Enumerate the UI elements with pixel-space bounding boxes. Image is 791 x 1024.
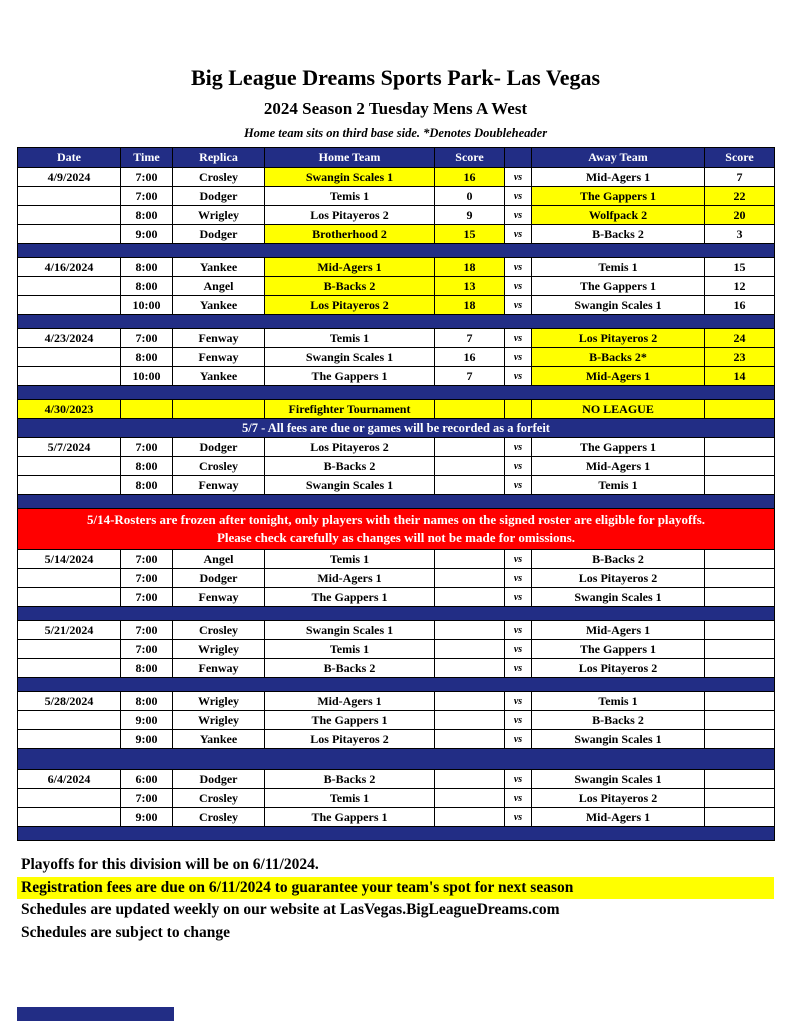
- notice-line: 5/7 - All fees are due or games will be recorded as a forfeit: [242, 420, 550, 435]
- column-header: Away Team: [532, 148, 705, 168]
- home-score-cell: [435, 438, 505, 457]
- time-cell: 6:00: [121, 770, 173, 789]
- website-note: Schedules are updated weekly on our website at LasVegas.BigLeagueDreams.com: [21, 901, 560, 919]
- vs-cell: vs: [505, 367, 532, 386]
- away-team-cell: B-Backs 2*: [532, 348, 705, 367]
- replica-cell: Angel: [173, 550, 265, 569]
- away-score-cell: [705, 400, 775, 419]
- date-cell: [18, 476, 121, 495]
- subject-to-change-note: Schedules are subject to change: [21, 923, 230, 941]
- vs-cell: vs: [505, 588, 532, 607]
- game-row: [18, 692, 775, 711]
- vs-cell: vs: [505, 348, 532, 367]
- home-team-cell: Swangin Scales 1: [265, 621, 435, 640]
- away-score-cell: 15: [705, 258, 775, 277]
- home-score-cell: [435, 640, 505, 659]
- home-score-cell: [435, 808, 505, 827]
- home-team-cell: Temis 1: [265, 550, 435, 569]
- table-header: [18, 148, 775, 168]
- home-team-cell: Temis 1: [265, 187, 435, 206]
- time-cell: 7:00: [121, 588, 173, 607]
- home-score-cell: [435, 692, 505, 711]
- home-team-cell: The Gappers 1: [265, 711, 435, 730]
- date-cell: 6/4/2024: [18, 770, 121, 789]
- page-title: Big League Dreams Sports Park- Las Vegas: [190, 65, 601, 90]
- away-team-cell: The Gappers 1: [532, 277, 705, 296]
- game-row: [18, 588, 775, 607]
- replica-cell: Wrigley: [173, 640, 265, 659]
- replica-cell: Fenway: [173, 348, 265, 367]
- game-row: [18, 168, 775, 187]
- away-score-cell: [705, 659, 775, 678]
- replica-cell: Crosley: [173, 457, 265, 476]
- separator-bar: [18, 749, 775, 770]
- date-cell: [18, 789, 121, 808]
- home-team-cell: Los Pitayeros 2: [265, 730, 435, 749]
- home-score-cell: [435, 730, 505, 749]
- away-score-cell: [705, 550, 775, 569]
- separator-bar: [18, 244, 775, 258]
- away-score-cell: [705, 640, 775, 659]
- page-subtitle: 2024 Season 2 Tuesday Mens A West: [263, 99, 528, 119]
- vs-cell: vs: [505, 457, 532, 476]
- date-cell: [18, 588, 121, 607]
- vs-cell: vs: [505, 808, 532, 827]
- header-row: [18, 148, 775, 168]
- bottom-navy-bar: [17, 1007, 174, 1021]
- replica-cell: Angel: [173, 277, 265, 296]
- time-cell: 7:00: [121, 569, 173, 588]
- column-header: Score: [435, 148, 505, 168]
- away-team-cell: Swangin Scales 1: [532, 588, 705, 607]
- home-team-cell: Los Pitayeros 2: [265, 296, 435, 315]
- vs-cell: vs: [505, 168, 532, 187]
- replica-cell: Fenway: [173, 329, 265, 348]
- game-row: [18, 329, 775, 348]
- home-score-cell: 15: [435, 225, 505, 244]
- away-score-cell: 7: [705, 168, 775, 187]
- time-cell: 7:00: [121, 789, 173, 808]
- home-score-cell: 18: [435, 296, 505, 315]
- home-score-cell: 16: [435, 348, 505, 367]
- time-cell: 9:00: [121, 808, 173, 827]
- replica-cell: Crosley: [173, 168, 265, 187]
- column-header: Home Team: [265, 148, 435, 168]
- vs-cell: vs: [505, 187, 532, 206]
- vs-cell: vs: [505, 277, 532, 296]
- home-team-cell: Mid-Agers 1: [265, 692, 435, 711]
- away-team-cell: The Gappers 1: [532, 187, 705, 206]
- away-team-cell: Temis 1: [532, 692, 705, 711]
- time-cell: 8:00: [121, 258, 173, 277]
- home-team-cell: Swangin Scales 1: [265, 476, 435, 495]
- notice-line: 5/14-Rosters are frozen after tonight, only players with their names on the signed roster are eligible for playoffs.: [86, 512, 706, 528]
- away-team-cell: Temis 1: [532, 258, 705, 277]
- separator-bar: [18, 678, 775, 692]
- game-row: [18, 187, 775, 206]
- date-cell: [18, 206, 121, 225]
- time-cell: 7:00: [121, 621, 173, 640]
- away-score-cell: [705, 770, 775, 789]
- event-status-cell: NO LEAGUE: [532, 400, 705, 419]
- away-team-cell: Mid-Agers 1: [532, 621, 705, 640]
- away-team-cell: Mid-Agers 1: [532, 808, 705, 827]
- date-cell: 4/16/2024: [18, 258, 121, 277]
- time-cell: 7:00: [121, 329, 173, 348]
- notice-row: [18, 509, 775, 550]
- page-note: Home team sits on third base side. *Denotes Doubleheader: [243, 126, 548, 141]
- away-score-cell: [705, 621, 775, 640]
- game-row: [18, 550, 775, 569]
- date-cell: [18, 457, 121, 476]
- replica-cell: Fenway: [173, 588, 265, 607]
- date-cell: [18, 225, 121, 244]
- home-score-cell: 13: [435, 277, 505, 296]
- away-score-cell: 3: [705, 225, 775, 244]
- footer-notes: [17, 854, 774, 944]
- time-cell: 8:00: [121, 457, 173, 476]
- date-cell: [18, 640, 121, 659]
- vs-cell: vs: [505, 569, 532, 588]
- time-cell: 9:00: [121, 730, 173, 749]
- time-cell: 7:00: [121, 168, 173, 187]
- home-team-cell: Los Pitayeros 2: [265, 206, 435, 225]
- home-team-cell: B-Backs 2: [265, 457, 435, 476]
- separator-row: [18, 678, 775, 692]
- away-score-cell: [705, 476, 775, 495]
- home-team-cell: Brotherhood 2: [265, 225, 435, 244]
- replica-cell: Fenway: [173, 476, 265, 495]
- home-score-cell: 7: [435, 329, 505, 348]
- away-score-cell: 14: [705, 367, 775, 386]
- home-score-cell: [435, 789, 505, 808]
- vs-cell: vs: [505, 296, 532, 315]
- time-cell: 7:00: [121, 640, 173, 659]
- separator-bar: [18, 315, 775, 329]
- away-team-cell: Swangin Scales 1: [532, 296, 705, 315]
- date-cell: [18, 711, 121, 730]
- table-body: [18, 168, 775, 841]
- away-team-cell: B-Backs 2: [532, 550, 705, 569]
- away-score-cell: 16: [705, 296, 775, 315]
- away-score-cell: [705, 438, 775, 457]
- away-team-cell: Los Pitayeros 2: [532, 659, 705, 678]
- date-cell: [18, 730, 121, 749]
- replica-cell: Yankee: [173, 296, 265, 315]
- playoffs-note: Playoffs for this division will be on 6/11/2024.: [21, 856, 319, 874]
- notice-text: [18, 509, 775, 550]
- home-team-cell: The Gappers 1: [265, 588, 435, 607]
- date-cell: 5/14/2024: [18, 550, 121, 569]
- date-cell: [18, 808, 121, 827]
- date-cell: 4/9/2024: [18, 168, 121, 187]
- column-header: [505, 148, 532, 168]
- home-team-cell: B-Backs 2: [265, 659, 435, 678]
- time-cell: 9:00: [121, 711, 173, 730]
- replica-cell: Dodger: [173, 225, 265, 244]
- game-row: [18, 277, 775, 296]
- separator-bar: [18, 607, 775, 621]
- away-team-cell: Temis 1: [532, 476, 705, 495]
- away-team-cell: Mid-Agers 1: [532, 457, 705, 476]
- separator-row: [18, 315, 775, 329]
- vs-cell: vs: [505, 476, 532, 495]
- separator-row: [18, 386, 775, 400]
- replica-cell: Dodger: [173, 438, 265, 457]
- home-team-cell: Swangin Scales 1: [265, 168, 435, 187]
- home-score-cell: 0: [435, 187, 505, 206]
- vs-cell: vs: [505, 730, 532, 749]
- date-cell: [18, 348, 121, 367]
- game-row: [18, 621, 775, 640]
- home-team-cell: Mid-Agers 1: [265, 569, 435, 588]
- replica-cell: Dodger: [173, 187, 265, 206]
- away-score-cell: [705, 789, 775, 808]
- game-row: [18, 730, 775, 749]
- separator-bar: [18, 827, 775, 841]
- schedule-table: [17, 147, 775, 841]
- notice-line: Please check carefully as changes will not be made for omissions.: [216, 530, 576, 546]
- away-score-cell: [705, 588, 775, 607]
- home-score-cell: [435, 711, 505, 730]
- vs-cell: vs: [505, 692, 532, 711]
- home-score-cell: [435, 569, 505, 588]
- home-team-cell: B-Backs 2: [265, 770, 435, 789]
- away-score-cell: [705, 457, 775, 476]
- separator-row: [18, 749, 775, 770]
- game-row: [18, 348, 775, 367]
- away-score-cell: [705, 692, 775, 711]
- replica-cell: Crosley: [173, 621, 265, 640]
- home-score-cell: [435, 550, 505, 569]
- separator-row: [18, 607, 775, 621]
- separator-row: [18, 827, 775, 841]
- time-cell: 10:00: [121, 367, 173, 386]
- vs-cell: vs: [505, 206, 532, 225]
- vs-cell: vs: [505, 770, 532, 789]
- replica-cell: Yankee: [173, 258, 265, 277]
- date-cell: [18, 277, 121, 296]
- game-row: [18, 640, 775, 659]
- away-team-cell: Swangin Scales 1: [532, 730, 705, 749]
- time-cell: 8:00: [121, 659, 173, 678]
- home-score-cell: [435, 588, 505, 607]
- game-row: [18, 225, 775, 244]
- date-cell: [18, 296, 121, 315]
- away-team-cell: The Gappers 1: [532, 640, 705, 659]
- separator-row: [18, 495, 775, 509]
- home-team-cell: Temis 1: [265, 789, 435, 808]
- date-cell: [18, 569, 121, 588]
- separator-row: [18, 244, 775, 258]
- date-cell: 5/21/2024: [18, 621, 121, 640]
- home-score-cell: [435, 457, 505, 476]
- game-row: [18, 770, 775, 789]
- vs-cell: vs: [505, 711, 532, 730]
- vs-cell: vs: [505, 550, 532, 569]
- replica-cell: Crosley: [173, 808, 265, 827]
- away-score-cell: 23: [705, 348, 775, 367]
- home-score-cell: [435, 659, 505, 678]
- date-cell: [18, 367, 121, 386]
- date-cell: [18, 659, 121, 678]
- home-team-cell: The Gappers 1: [265, 808, 435, 827]
- replica-cell: [173, 400, 265, 419]
- time-cell: 7:00: [121, 550, 173, 569]
- away-team-cell: Swangin Scales 1: [532, 770, 705, 789]
- home-score-cell: 7: [435, 367, 505, 386]
- home-score-cell: [435, 476, 505, 495]
- date-cell: 5/28/2024: [18, 692, 121, 711]
- game-row: [18, 206, 775, 225]
- date-cell: [18, 187, 121, 206]
- event-row: [18, 400, 775, 419]
- game-row: [18, 476, 775, 495]
- home-score-cell: 18: [435, 258, 505, 277]
- game-row: [18, 367, 775, 386]
- away-team-cell: Los Pitayeros 2: [532, 329, 705, 348]
- replica-cell: Crosley: [173, 789, 265, 808]
- time-cell: 8:00: [121, 476, 173, 495]
- vs-cell: vs: [505, 225, 532, 244]
- away-score-cell: 24: [705, 329, 775, 348]
- vs-cell: vs: [505, 640, 532, 659]
- replica-cell: Dodger: [173, 770, 265, 789]
- date-cell: 4/23/2024: [18, 329, 121, 348]
- separator-bar: [18, 386, 775, 400]
- away-score-cell: 20: [705, 206, 775, 225]
- home-team-cell: Los Pitayeros 2: [265, 438, 435, 457]
- away-team-cell: Mid-Agers 1: [532, 168, 705, 187]
- replica-cell: Yankee: [173, 730, 265, 749]
- home-team-cell: Mid-Agers 1: [265, 258, 435, 277]
- event-name-cell: Firefighter Tournament: [265, 400, 435, 419]
- notice-row: [18, 419, 775, 438]
- column-header: Date: [18, 148, 121, 168]
- game-row: [18, 711, 775, 730]
- away-team-cell: Wolfpack 2: [532, 206, 705, 225]
- away-team-cell: The Gappers 1: [532, 438, 705, 457]
- time-cell: 7:00: [121, 438, 173, 457]
- away-score-cell: 22: [705, 187, 775, 206]
- home-team-cell: Swangin Scales 1: [265, 348, 435, 367]
- date-cell: 4/30/2023: [18, 400, 121, 419]
- game-row: [18, 789, 775, 808]
- away-score-cell: [705, 808, 775, 827]
- time-cell: [121, 400, 173, 419]
- vs-cell: vs: [505, 621, 532, 640]
- notice-text: [18, 419, 775, 438]
- away-score-cell: [705, 711, 775, 730]
- home-score-cell: [435, 621, 505, 640]
- vs-cell: vs: [505, 258, 532, 277]
- game-row: [18, 258, 775, 277]
- replica-cell: Wrigley: [173, 206, 265, 225]
- home-team-cell: Temis 1: [265, 640, 435, 659]
- replica-cell: Wrigley: [173, 711, 265, 730]
- time-cell: 8:00: [121, 206, 173, 225]
- away-team-cell: Los Pitayeros 2: [532, 789, 705, 808]
- time-cell: 8:00: [121, 277, 173, 296]
- separator-bar: [18, 495, 775, 509]
- home-score-cell: 16: [435, 168, 505, 187]
- away-team-cell: Mid-Agers 1: [532, 367, 705, 386]
- vs-cell: vs: [505, 438, 532, 457]
- time-cell: 10:00: [121, 296, 173, 315]
- replica-cell: Dodger: [173, 569, 265, 588]
- vs-cell: vs: [505, 329, 532, 348]
- away-team-cell: B-Backs 2: [532, 225, 705, 244]
- time-cell: 8:00: [121, 348, 173, 367]
- replica-cell: Wrigley: [173, 692, 265, 711]
- away-score-cell: [705, 730, 775, 749]
- game-row: [18, 296, 775, 315]
- registration-note: Registration fees are due on 6/11/2024 to guarantee your team's spot for next season: [17, 877, 774, 899]
- replica-cell: Yankee: [173, 367, 265, 386]
- game-row: [18, 569, 775, 588]
- date-cell: 5/7/2024: [18, 438, 121, 457]
- away-team-cell: B-Backs 2: [532, 711, 705, 730]
- vs-cell: vs: [505, 789, 532, 808]
- home-score-cell: [435, 770, 505, 789]
- vs-cell: [505, 400, 532, 419]
- away-score-cell: 12: [705, 277, 775, 296]
- home-team-cell: Temis 1: [265, 329, 435, 348]
- home-score-cell: 9: [435, 206, 505, 225]
- away-score-cell: [705, 569, 775, 588]
- time-cell: 9:00: [121, 225, 173, 244]
- time-cell: 8:00: [121, 692, 173, 711]
- game-row: [18, 659, 775, 678]
- away-team-cell: Los Pitayeros 2: [532, 569, 705, 588]
- home-score-cell: [435, 400, 505, 419]
- home-team-cell: B-Backs 2: [265, 277, 435, 296]
- time-cell: 7:00: [121, 187, 173, 206]
- home-team-cell: The Gappers 1: [265, 367, 435, 386]
- column-header: Time: [121, 148, 173, 168]
- column-header: Score: [705, 148, 775, 168]
- column-header: Replica: [173, 148, 265, 168]
- game-row: [18, 438, 775, 457]
- game-row: [18, 808, 775, 827]
- replica-cell: Fenway: [173, 659, 265, 678]
- vs-cell: vs: [505, 659, 532, 678]
- game-row: [18, 457, 775, 476]
